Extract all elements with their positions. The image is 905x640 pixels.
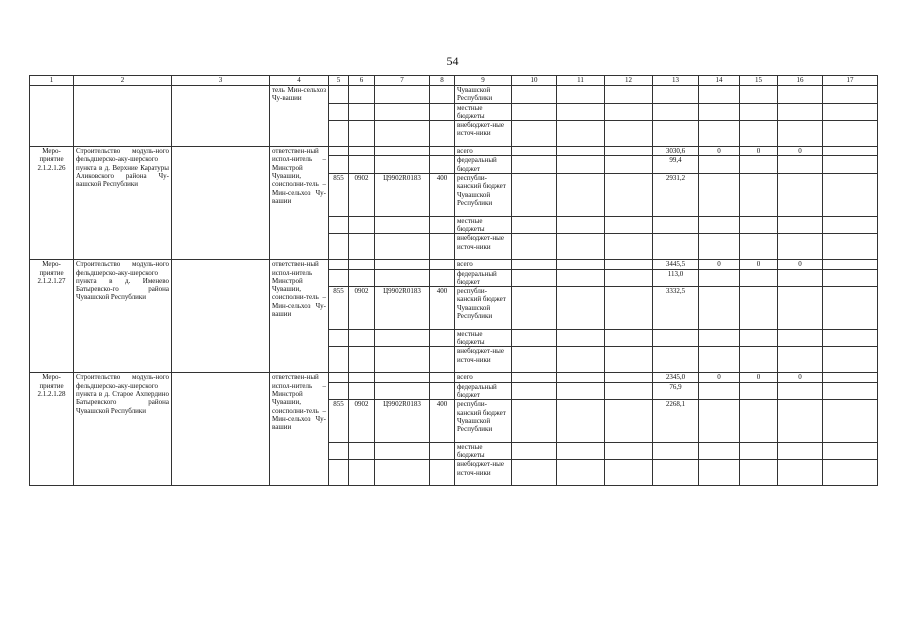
goal-cell (172, 147, 270, 260)
measure-name: Строительство модуль-ного фельдшерско-аку-шерского пункта в д. Старое Ахпердино Батыревского района Чувашской Республики (74, 373, 172, 486)
source-cell: республи-канский бюджет Чувашской Республики (455, 287, 512, 330)
source-cell: федеральный бюджет (455, 269, 512, 287)
col-header: 2 (74, 76, 172, 86)
value-cell: 0 (740, 373, 778, 382)
csr-cell: Ц9902R0183 (375, 174, 430, 217)
col-header: 6 (349, 76, 375, 86)
value-cell: 3445,5 (653, 260, 699, 269)
value-cell: 76,9 (653, 382, 699, 400)
source-cell: всего (455, 373, 512, 382)
executor-cell: ответствен-ный испол-нитель – Минстрой Чувашии, соисполни-тель – Мин-сельхоз Чу-вашии (270, 147, 329, 260)
executor-cell: ответствен-ный испол-нитель Минстрой Чувашии, соисполни-тель – Мин-сельхоз Чу-вашии (270, 260, 329, 373)
source-cell: местные бюджеты (455, 442, 512, 460)
col-header: 13 (653, 76, 699, 86)
goal-cell (172, 373, 270, 486)
col-header: 17 (823, 76, 878, 86)
col-header: 11 (557, 76, 605, 86)
page-number: 54 (446, 54, 459, 68)
table-row (30, 86, 878, 104)
goal-cell (172, 86, 270, 147)
value-cell: 3332,5 (653, 287, 699, 330)
value-cell: 0 (778, 147, 823, 156)
col-header: 3 (172, 76, 270, 86)
gr-cell: 855 (329, 174, 349, 217)
column-number-row (30, 76, 878, 86)
value-cell: 0 (699, 373, 740, 382)
col-header: 16 (778, 76, 823, 86)
measure-code: Меро-приятие 2.1.2.1.28 (30, 373, 74, 486)
code-cell (30, 86, 74, 147)
value-cell: 0 (699, 147, 740, 156)
csr-cell: Ц9902R0183 (375, 400, 430, 443)
source-cell: местные бюджеты (455, 103, 512, 121)
gr-cell: 855 (329, 287, 349, 330)
value-cell: 2268,1 (653, 400, 699, 443)
measure-name: Строительство модуль-ного фельдшерско-аку-шерского пункта в д. Верхние Каратуры Аликовского района Чу-вашской Республики (74, 147, 172, 260)
col-header: 7 (375, 76, 430, 86)
rz-cell: 0902 (349, 287, 375, 330)
value-cell: 0 (778, 260, 823, 269)
source-cell: местные бюджеты (455, 216, 512, 234)
source-cell: федеральный бюджет (455, 382, 512, 400)
col-header: 5 (329, 76, 349, 86)
executor-cell: ответствен-ный испол-нитель – Минстрой Чувашии, соисполни-тель – Мин-сельхоз Чу-вашии (270, 373, 329, 486)
name-cell (74, 86, 172, 147)
col-header: 1 (30, 76, 74, 86)
vr-cell: 400 (430, 400, 455, 443)
value-cell: 0 (740, 260, 778, 269)
source-cell: республи-канский бюджет Чувашской Республики (455, 400, 512, 443)
measure-name: Строительство модуль-ного фельдшерско-аку-шерского пункта в д. Именево Батыревско-го района Чувашской Республики (74, 260, 172, 373)
measure-code: Меро-приятие 2.1.2.1.26 (30, 147, 74, 260)
program-table (29, 75, 878, 486)
col-header: 14 (699, 76, 740, 86)
value-cell: 3030,6 (653, 147, 699, 156)
table-row (30, 373, 878, 382)
table-row (30, 260, 878, 269)
vr-cell: 400 (430, 287, 455, 330)
source-cell: внебюджет-ные источ-ники (455, 234, 512, 260)
value-cell: 2931,2 (653, 174, 699, 217)
value-cell: 99,4 (653, 156, 699, 174)
col-header: 9 (455, 76, 512, 86)
source-cell: внебюджет-ные источ-ники (455, 121, 512, 147)
value-cell: 2345,0 (653, 373, 699, 382)
col-header: 12 (605, 76, 653, 86)
gr-cell: 855 (329, 400, 349, 443)
table-row (30, 147, 878, 156)
vr-cell: 400 (430, 174, 455, 217)
source-cell: внебюджет-ные источ-ники (455, 460, 512, 486)
col-header: 15 (740, 76, 778, 86)
source-cell: федеральный бюджет (455, 156, 512, 174)
source-cell: всего (455, 260, 512, 269)
source-cell: республи-канский бюджет Чувашской Республики (455, 174, 512, 217)
value-cell: 0 (740, 147, 778, 156)
measure-code: Меро-приятие 2.1.2.1.27 (30, 260, 74, 373)
col-header: 8 (430, 76, 455, 86)
source-cell: Чувашской Республики (455, 86, 512, 104)
rz-cell: 0902 (349, 400, 375, 443)
goal-cell (172, 260, 270, 373)
source-cell: местные бюджеты (455, 329, 512, 347)
value-cell: 0 (778, 373, 823, 382)
col-header: 4 (270, 76, 329, 86)
col-header: 10 (512, 76, 557, 86)
rz-cell: 0902 (349, 174, 375, 217)
csr-cell: Ц9902R0183 (375, 287, 430, 330)
source-cell: внебюджет-ные источ-ники (455, 347, 512, 373)
source-cell: всего (455, 147, 512, 156)
value-cell: 113,0 (653, 269, 699, 287)
value-cell: 0 (699, 260, 740, 269)
executor-cell: тель Мин-сельхоз Чу-вашии (270, 86, 329, 147)
